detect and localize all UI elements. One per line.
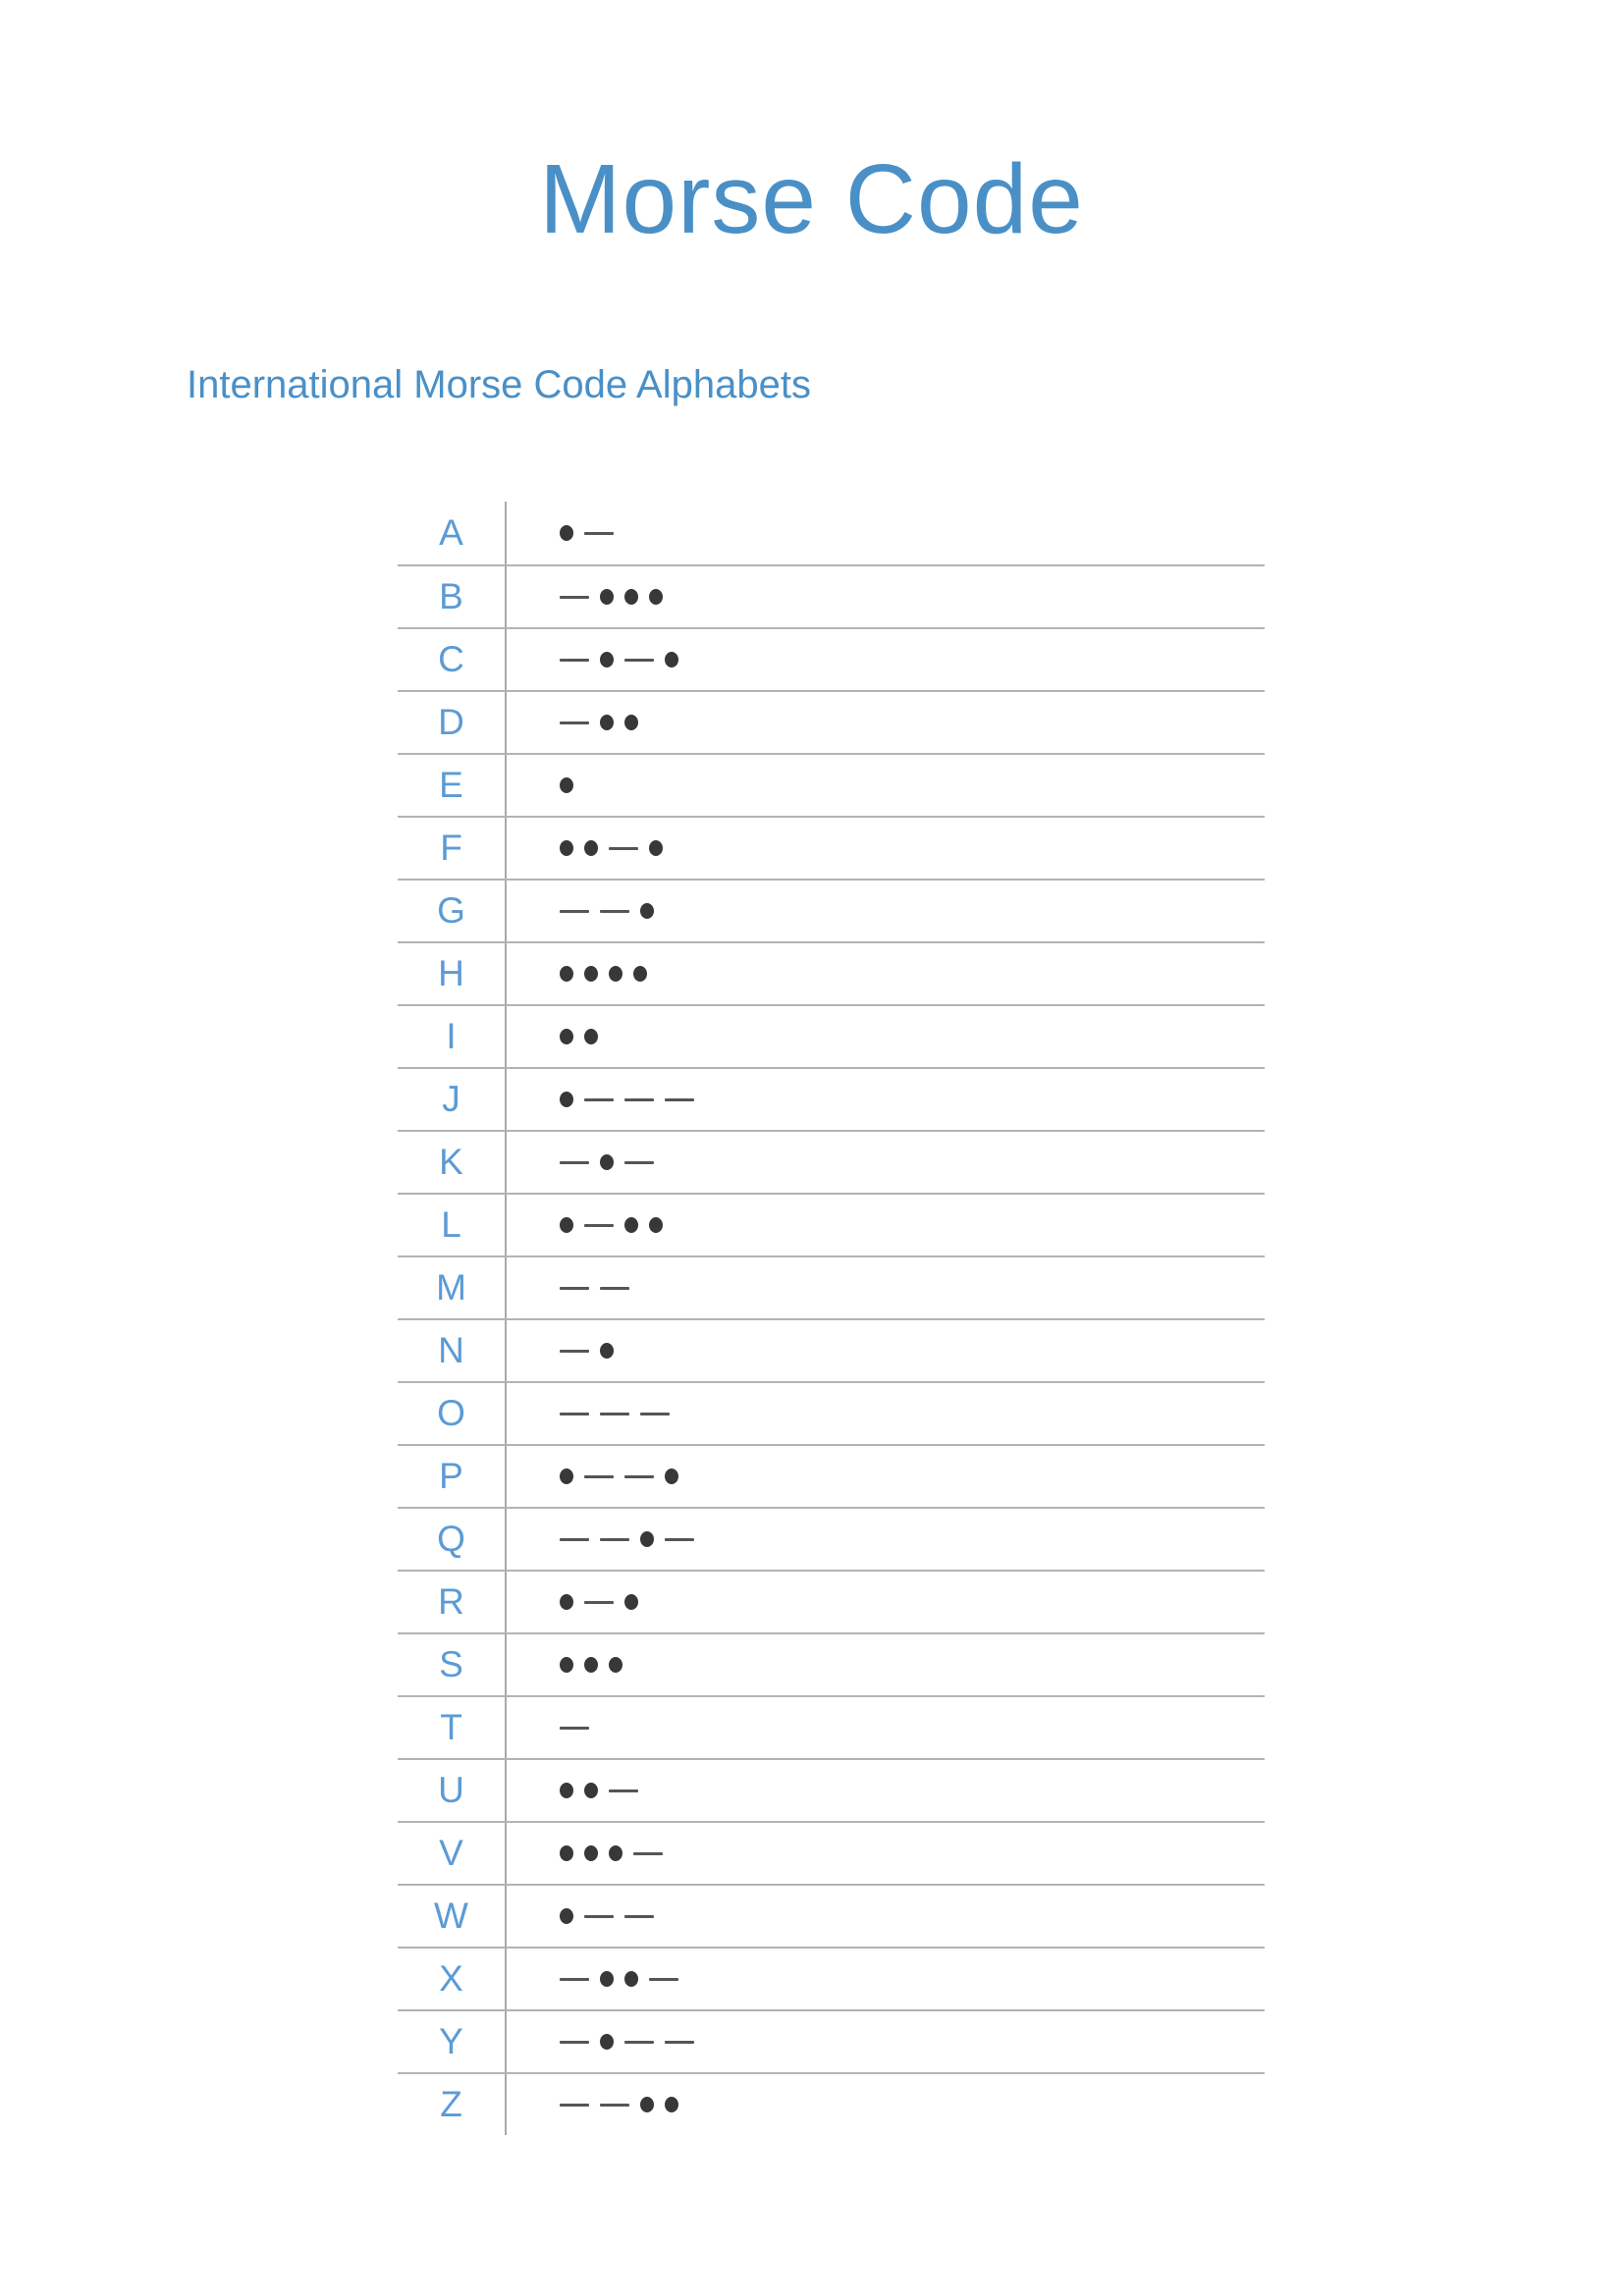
table-row — [398, 502, 1265, 564]
morse-dash-icon — [624, 2041, 654, 2044]
morse-dot-icon — [624, 1971, 638, 1987]
letter-cell: R — [398, 1572, 507, 1632]
morse-dot-icon — [560, 1217, 573, 1233]
morse-cell — [507, 1320, 1265, 1381]
morse-dot-icon — [640, 1531, 654, 1547]
table-row — [398, 1255, 1265, 1318]
morse-cell — [507, 943, 1265, 1004]
morse-cell — [507, 1572, 1265, 1632]
section-heading: International Morse Code Alphabets — [187, 363, 811, 406]
morse-dot-icon — [624, 589, 638, 605]
letter-cell: Q — [398, 1509, 507, 1570]
morse-cell — [507, 818, 1265, 879]
table-row — [398, 1695, 1265, 1758]
morse-code-table — [398, 502, 1265, 2135]
table-row — [398, 1821, 1265, 1884]
morse-dot-icon — [560, 1029, 573, 1044]
letter-cell: A — [398, 502, 507, 564]
table-row — [398, 1130, 1265, 1193]
morse-dash-icon — [560, 1727, 589, 1730]
table-row — [398, 2009, 1265, 2072]
letter-cell: G — [398, 881, 507, 941]
morse-dot-icon — [560, 966, 573, 982]
letter-cell: Y — [398, 2011, 507, 2072]
morse-dot-icon — [560, 1657, 573, 1673]
morse-dot-icon — [600, 652, 614, 667]
letter-cell: C — [398, 629, 507, 690]
letter-cell: H — [398, 943, 507, 1004]
morse-cell — [507, 1697, 1265, 1758]
table-row — [398, 1632, 1265, 1695]
table-row — [398, 753, 1265, 816]
letter-cell: E — [398, 755, 507, 816]
morse-dot-icon — [584, 1029, 598, 1044]
morse-dot-icon — [560, 1783, 573, 1798]
morse-dash-icon — [560, 1350, 589, 1353]
morse-dot-icon — [600, 2034, 614, 2050]
morse-dash-icon — [624, 1915, 654, 1918]
morse-dot-icon — [560, 525, 573, 541]
morse-dash-icon — [560, 2041, 589, 2044]
morse-cell — [507, 1257, 1265, 1318]
morse-dot-icon — [649, 1217, 663, 1233]
letter-cell: V — [398, 1823, 507, 1884]
morse-cell — [507, 1760, 1265, 1821]
morse-dash-icon — [584, 1601, 614, 1604]
morse-cell — [507, 1132, 1265, 1193]
morse-cell — [507, 1886, 1265, 1947]
morse-cell — [507, 566, 1265, 627]
morse-dot-icon — [640, 903, 654, 919]
letter-cell: P — [398, 1446, 507, 1507]
morse-cell — [507, 1509, 1265, 1570]
letter-cell: X — [398, 1949, 507, 2009]
morse-dash-icon — [560, 721, 589, 724]
morse-dot-icon — [560, 1092, 573, 1107]
morse-cell — [507, 502, 1265, 564]
table-row — [398, 941, 1265, 1004]
morse-dash-icon — [609, 847, 638, 850]
morse-dash-icon — [560, 659, 589, 662]
morse-cell — [507, 2011, 1265, 2072]
morse-cell — [507, 1446, 1265, 1507]
letter-cell: T — [398, 1697, 507, 1758]
morse-cell — [507, 692, 1265, 753]
morse-dash-icon — [665, 1098, 694, 1101]
morse-dot-icon — [560, 1468, 573, 1484]
morse-dash-icon — [624, 1161, 654, 1164]
letter-cell: K — [398, 1132, 507, 1193]
morse-dot-icon — [649, 589, 663, 605]
morse-dash-icon — [624, 659, 654, 662]
morse-cell — [507, 881, 1265, 941]
morse-dot-icon — [600, 1971, 614, 1987]
morse-dash-icon — [560, 1978, 589, 1981]
morse-dash-icon — [624, 1475, 654, 1478]
morse-dot-icon — [600, 1154, 614, 1170]
morse-dot-icon — [649, 840, 663, 856]
morse-dash-icon — [584, 1224, 614, 1227]
morse-dot-icon — [560, 840, 573, 856]
letter-cell: I — [398, 1006, 507, 1067]
morse-dot-icon — [665, 2097, 678, 2112]
table-row — [398, 1570, 1265, 1632]
morse-dot-icon — [624, 715, 638, 730]
table-row — [398, 2072, 1265, 2135]
letter-cell: M — [398, 1257, 507, 1318]
morse-dash-icon — [560, 1538, 589, 1541]
morse-cell — [507, 1634, 1265, 1695]
table-row — [398, 690, 1265, 753]
morse-dash-icon — [560, 596, 589, 599]
morse-dot-icon — [560, 1845, 573, 1861]
table-row — [398, 564, 1265, 627]
morse-cell — [507, 1069, 1265, 1130]
morse-dash-icon — [640, 1413, 670, 1415]
morse-dash-icon — [665, 1538, 694, 1541]
letter-cell: D — [398, 692, 507, 753]
morse-dash-icon — [633, 1852, 663, 1855]
table-row — [398, 1067, 1265, 1130]
letter-cell: L — [398, 1195, 507, 1255]
letter-cell: B — [398, 566, 507, 627]
morse-dash-icon — [560, 1413, 589, 1415]
morse-dot-icon — [600, 1343, 614, 1359]
morse-dot-icon — [584, 1783, 598, 1798]
table-row — [398, 816, 1265, 879]
morse-dot-icon — [584, 1657, 598, 1673]
morse-dot-icon — [609, 966, 622, 982]
morse-dash-icon — [600, 1538, 629, 1541]
letter-cell: O — [398, 1383, 507, 1444]
morse-dash-icon — [584, 1915, 614, 1918]
morse-dash-icon — [600, 2104, 629, 2107]
morse-dash-icon — [665, 2041, 694, 2044]
morse-dash-icon — [560, 1161, 589, 1164]
table-row — [398, 1193, 1265, 1255]
morse-dash-icon — [624, 1098, 654, 1101]
letter-cell: N — [398, 1320, 507, 1381]
table-row — [398, 1444, 1265, 1507]
morse-dash-icon — [600, 1287, 629, 1290]
morse-dot-icon — [609, 1845, 622, 1861]
morse-dot-icon — [624, 1217, 638, 1233]
morse-dash-icon — [560, 2104, 589, 2107]
morse-cell — [507, 755, 1265, 816]
morse-dash-icon — [560, 910, 589, 913]
morse-dot-icon — [633, 966, 647, 982]
morse-dot-icon — [560, 1594, 573, 1610]
morse-dash-icon — [584, 1098, 614, 1101]
morse-dot-icon — [584, 1845, 598, 1861]
letter-cell: J — [398, 1069, 507, 1130]
morse-dot-icon — [640, 2097, 654, 2112]
letter-cell: F — [398, 818, 507, 879]
morse-cell — [507, 629, 1265, 690]
morse-dot-icon — [665, 652, 678, 667]
morse-dash-icon — [649, 1978, 678, 1981]
table-row — [398, 1758, 1265, 1821]
morse-dot-icon — [665, 1468, 678, 1484]
letter-cell: Z — [398, 2074, 507, 2135]
morse-cell — [507, 2074, 1265, 2135]
morse-dot-icon — [560, 1908, 573, 1924]
morse-dot-icon — [584, 966, 598, 982]
morse-cell — [507, 1383, 1265, 1444]
morse-dot-icon — [600, 715, 614, 730]
morse-cell — [507, 1823, 1265, 1884]
table-row — [398, 1381, 1265, 1444]
morse-dot-icon — [600, 589, 614, 605]
morse-cell — [507, 1195, 1265, 1255]
page-title: Morse Code — [539, 144, 1084, 254]
table-row — [398, 1884, 1265, 1947]
morse-dot-icon — [609, 1657, 622, 1673]
morse-dash-icon — [609, 1789, 638, 1792]
morse-dot-icon — [560, 777, 573, 793]
table-row — [398, 627, 1265, 690]
letter-cell: W — [398, 1886, 507, 1947]
morse-cell — [507, 1006, 1265, 1067]
morse-cell — [507, 1949, 1265, 2009]
morse-dash-icon — [560, 1287, 589, 1290]
table-row — [398, 1507, 1265, 1570]
morse-dot-icon — [624, 1594, 638, 1610]
morse-dash-icon — [584, 1475, 614, 1478]
morse-dot-icon — [584, 840, 598, 856]
morse-dash-icon — [584, 532, 614, 535]
letter-cell: U — [398, 1760, 507, 1821]
table-row — [398, 1318, 1265, 1381]
morse-dash-icon — [600, 1413, 629, 1415]
letter-cell: S — [398, 1634, 507, 1695]
morse-dash-icon — [600, 910, 629, 913]
table-row — [398, 1947, 1265, 2009]
table-row — [398, 1004, 1265, 1067]
table-row — [398, 879, 1265, 941]
